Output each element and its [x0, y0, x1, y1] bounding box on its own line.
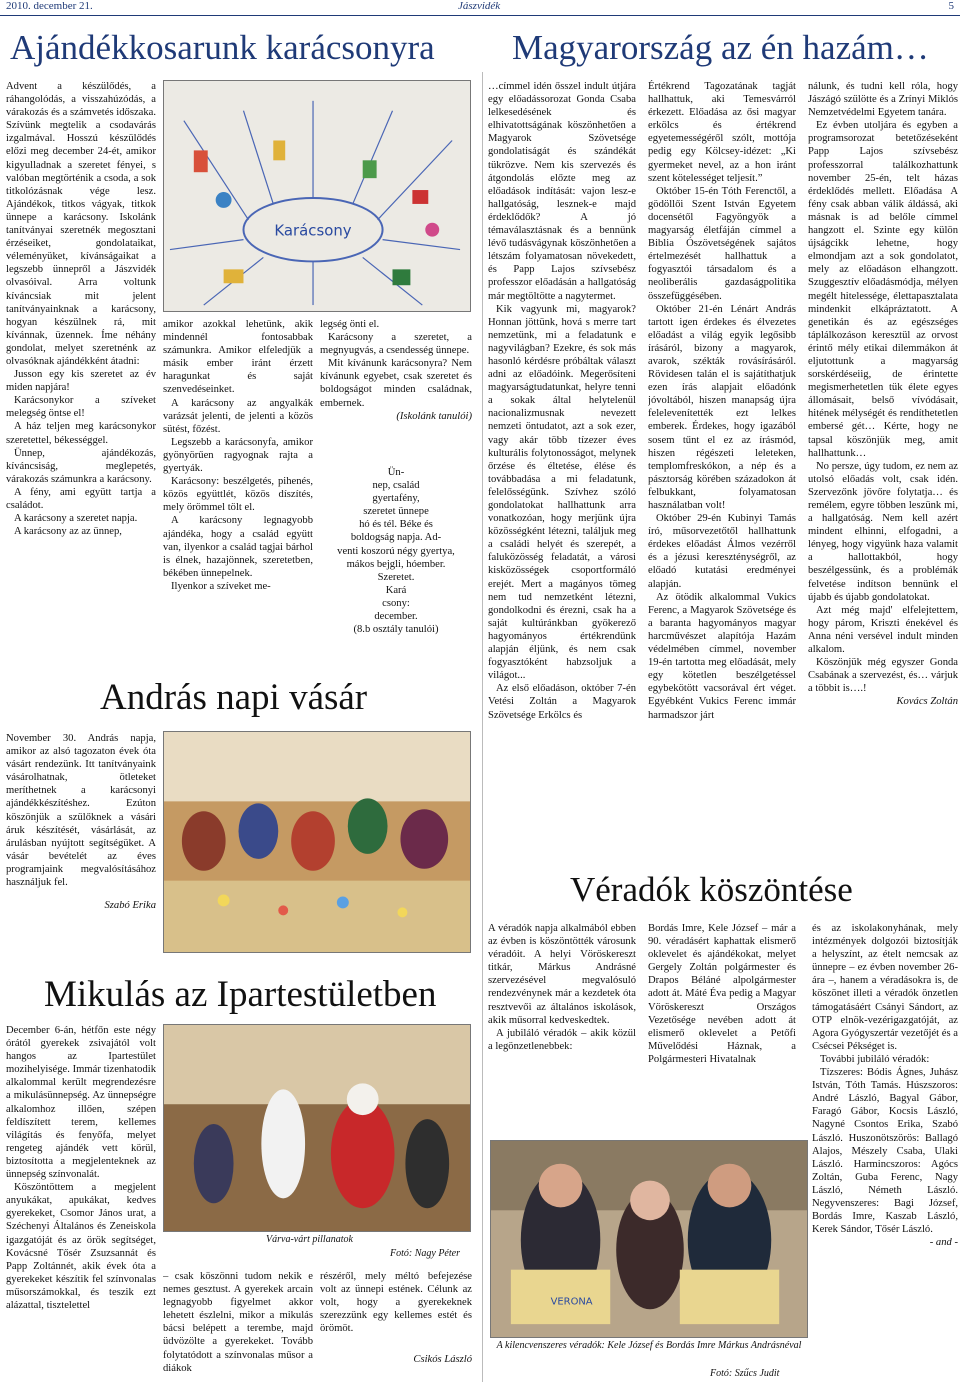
paragraph: – csak köszönni tudom nekik e nemes gesztust. A gyerekek arcain legnagyobb figyelmet akkor lehetett észlelni, mikor a mikulás bácsi belépett a terembe, majd üdvözölte a gyerekeket. Tovább folytatódott a színvonalas műsor a diákok [163, 1271, 313, 1374]
poem-line: nep, család [372, 480, 420, 492]
paragraph: Ünnep, ajándékozás, kíváncsiság, meglepetés, várakozás számunkra a karácsony. [6, 447, 156, 485]
paragraph: A karácsony legnagyobb ajándéka, hogy a család együtt van, ilyenkor a család tagjai bárhol is élnek, hazajönnek, szeretetben, békében ünnepelnek. [163, 515, 313, 579]
paragraph: A karácsony az az ünnep, [14, 526, 122, 538]
paragraph: December 6-án, hétfőn este négy órától gyerekek zsivajától volt hangos az Ipartestület mozihelyisége. Immár tizenhatodik alkalommal került megrendezésre a mikulásünnepség. Az ünnepségre alkalomhoz illően, szépen feldíszített terem, kellemes világítás és fenyőfa, melyet rengeteg ajándék vett körül, biztosította a megjelenteknek az ünnepség színvonalát. [6, 1025, 156, 1181]
byline: Csikós László [413, 1354, 472, 1366]
photo-karacsony-drawing [163, 80, 471, 312]
box-label-verona: VERONA [550, 1296, 593, 1308]
caption-foto-nagy-peter: Fotó: Nagy Péter [390, 1248, 460, 1259]
paragraph: nálunk, és tudni kell róla, hogy Jászágó szülötte és a Zrínyi Miklós Nemzetvédelmi Egyetem tanára. [808, 81, 958, 119]
poem-line: Kará [385, 584, 407, 596]
paragraph: A karácsony a szeretet napja. [14, 513, 138, 525]
article-andras [6, 732, 156, 957]
paragraph: Azt még majd' elfelejtettem, hogy párom, Kriszti énekével és Anna néni versével indult minden alkalom. [808, 604, 958, 656]
paragraph: Kik vagyunk mi, magyarok? Honnan jöttünk, hová s merre tart nemzetünk, mi a feladatunk e nagyvilágban? Ezekre, és sok más hasonló kérdésre próbáltak választ adni az előadóink. Megerősíteni magyarságtudatunkat, helyre tenni a sokak által helytelenül nacionalizmusnak nevezett nemzeti öntudatot, azt a sok ezer, vagy akár több tízezer éves kulturális folytonosságot, melynek őrzése és éltetése, élése és továbbadása a mi feladatunk, felelősségünk. Szívhez szóló gondolatokat hallhattunk arra vonatkozóan, hogy merjünk újra közösségként létezni, találjuk meg a családi helyét és szerepét, a faluközösség feladatát, a városi kisközösségek csoportformáló erejét. Mert a magányos tömeg nem tud nemzetként létezni, gondolkodni és érezni, csak ha a saját kultúránkban gyökerező hagyományos értékrendünk alapján éljünk, és nem csak fogyasztóként habzsoljuk a világot... [488, 303, 636, 682]
paragraph: amikor azokkal lehetünk, akik mindennél fontosabbak számunkra. Amikor elfeledjük a másik ember iránt érzett haragunkat és saját szenvedéseinket. [163, 319, 313, 396]
headline-andras-napi-vasar: András napi vásár [100, 677, 368, 718]
paragraph: A ház teljen meg karácsonykor szeretettel, békességgel. [6, 421, 156, 446]
poem-line: (8.b osztály tanulói) [353, 624, 439, 636]
paragraph: No persze, úgy tudom, ez nem az utolsó előadás volt, csak idén. Szervezőnk jövőre folytatja… és remélem, egyre többen leszünk mi, a hallgatóság. Nem kell azért mindent elhinni, elfogadni, a lényeg, hogy vigyünk haza valamit a hallottakból, hogy beszélgessünk, és a problémák felvetése indítson bennünk el újabb és újabb gondolatokat. [808, 460, 958, 603]
paragraph: Mit kívánunk karácsonyra? Nem kívánunk egyebet, csak szeretet és boldogságot minden családnak, embernek. [320, 358, 472, 409]
article-mikulas-col1 [6, 1024, 156, 1386]
poem-line: december. [374, 611, 418, 623]
paragraph: Bordás Imre, Kele József – már a 90. véradásért kaphattak elismerő oklevelet és ajándékokat, melyet Gergely Zoltán polgármester és Drapos Béláné alpolgármester adott át. Máté Éva pedig a Magyar Vöröskereszt Országos Vezetősége nevében adott át elismerő oklevelet a Petőfi Művelődési Háznak, a Polgármesteri Hivatalnak [648, 923, 796, 1065]
paragraph: Az első előadáson, október 7-én Vetési Zoltán a Magyarok Szövetsége Erkölcs és [488, 683, 636, 721]
paragraph: Október 15-én Tóth Ferenctől, a gödöllői Szent István Egyetem docensétől Fagyöngyök a magyarság életfáján címmel a Biblia Ószövetségének sajátos értelmezését hallhattuk a fogyasztói társadalom és a neoliberális gazdaságpolitika összefüggésében. [648, 185, 796, 302]
paragraph: A véradók napja alkalmából ebben az évben is köszöntötték városunk véradóit. A helyi Vöröskereszt titkár, Márkus Andrásné szervezésével megvalósuló rendezvénynek már a kezdetek óta resztvevői az általános iskolások, akik műsorral kedveskedtek. [488, 923, 636, 1026]
caption-varva-vart: Várva-várt pillanatok [266, 1234, 353, 1245]
paragraph: Október 21-én Lénárt András tartott igen érdekes és élvezetes előadást a világ egyik legősibb írásáról, bizony a magyarok, avarok, székták rovásírásáról. Rövidesen talán el is sajátíthatjuk ezen írás alapjait előadónk jóvoltából, hiszen manapság újra felelevenítették ezt lelkes emberek. Érdekes, hogy igazából sosem tűnt el ez az írásmód, hiszen régészeti leleteken, templomfreskókon, a nép és a pásztorság körében századokon át felbukkant, folyamatosan használatban volt! [648, 303, 796, 511]
paragraph: A jubiláló véradók – akik közül a legönzetlenebbek: [488, 1027, 636, 1052]
headline-veradok: Véradók köszöntése [570, 870, 853, 909]
article-ajandek-col3 [320, 318, 472, 458]
paragraph: Legszebb a karácsonyfa, amikor gyönyörűen ragyognak rajta a gyertyák. [163, 436, 313, 475]
paragraph: További jubiláló véradók: [820, 1053, 930, 1065]
paragraph: Ez évben utoljára és egyben a programsorozat betetőzéseként Papp Lajos szívsebész professzorral találkozhattunk november 25-én, telt házas érdeklődés mellett. Előadása A fény csak abban válik áldássá, aki másnak is ad belőle címmel hangzott el. Szinte egy külön újságcikk lehetne, hogy elmondjam azt a sok gondolatot, mely az előadáson elhangzott. Szuggesztív előadásmódja, mélyen megélt hitelessége, élettapasztalata mindenkit elkápráztatott. A genetikán és az egészséges táplálkozáson keresztül az orvost érintő mély etikai dilemmákon át eljutottunk a magyarság sorskérdéseiig, de érintette megismerhetetlen tük élete egyes állomásait, belső vívódásait, hitének mélységét és rendíthetetlen embersé gét… Kérte, hogy ne tapsal köszönjük meg, amit hallhattunk… [808, 120, 958, 459]
header-date: 2010. december 21. [6, 0, 93, 12]
article-veradok-col1 [488, 922, 636, 1132]
poem-line: gyertafény, [372, 493, 420, 505]
paragraph: és az iskolakonyhának, mely intézmények dolgozói biztosítják a helyszínt, az ételt nemcsak az ünnepre – ez évben november 26-ára –, hanem a véradásokra is, de köszönet illeti a véradók önzetlen támogatásáért Csányi Sándort, az OTP elnök-vezérigazgatóját, az Agora Gyógyszertár vezetőjét és a Csécsei Pékséget is. [812, 923, 958, 1052]
header-page-number: 5 [948, 0, 954, 12]
paragraph: Köszönjük még egyszer Gonda Csabának a szervezést, és… várjuk a többit is….! [808, 657, 958, 695]
article-ajandek-col2 [163, 318, 313, 663]
paragraph: Karácsony: beszélgetés, pihenés, közös együttlét, közös díszítés, mely örömmel tölt el. [163, 476, 313, 514]
paragraph: Karácsonykor a szíveket melegség öntse el! [6, 395, 156, 420]
paragraph: részéről, mely méltó befejezése volt az ünnepi estének. Célunk az volt, hogy a gyerekeknek szerezzünk egy kellemes estét és örömöt. [320, 1271, 472, 1335]
header-rule [0, 15, 960, 16]
paragraph: …címmel idén ősszel indult útjára egy előadássorozat Gonda Csaba lelkesedésének és elhivatottságának köszönhetően a Magyarok Szövetsége gondolatiságát és szándékát tükrözve. Nem kis szervezés és átgondolás előzte meg az előadások indítását: vajon lesz-e hallgatóság, lesznek-e majd érdeklődők? A jó témaválasztásnak és a bennünk lévő tudásvágynak köszönhetően a létszám folyamatosan növekedett, és Papp Lajos szívsebész professzor előadásán a hallgatóság már megtöltötte a nagytermet. [488, 81, 636, 302]
paragraph: Köszöntöttem a megjelent anyukákat, apukákat, kedves gyerekeket, Csomor János urat, a Széchenyi Általános és Zeneiskola igazgatóját és az örök segítséget, Kovácsné Tősér Zsuzsannát és Papp Zoltánnét, akik évek óta a gyerekeket készítik fel színvonalas műsorszámokkal, és teszik ezt alázattal, tisztelettel [6, 1182, 156, 1311]
drawing-center-word: Karácsony [274, 221, 352, 240]
article-veradok-col3 [812, 922, 958, 1384]
poem-triangle [320, 466, 472, 666]
byline: - and - [929, 1237, 958, 1249]
poem-line: boldogság napja. Ad- [350, 532, 442, 544]
caption-kilencvenszeres: A kilencvenszeres véradók: Kele József és Bordás Imre Márkus Andrásnéval [496, 1340, 802, 1351]
byline: (Iskolánk tanulói) [396, 410, 472, 422]
article-magyarorszag-col2 [648, 80, 796, 850]
article-mikulas-col3 [320, 1270, 472, 1386]
poem-line: hó és tél. Béke és [359, 519, 433, 531]
paragraph: Ilyenkor a szíveket me- [171, 580, 271, 592]
poem-line: venti koszorú négy gyertya, [337, 545, 455, 557]
poem-line: mákos bejgli, hóember. [346, 558, 446, 570]
article-magyarorszag-col3 [808, 80, 958, 855]
paragraph: legség önti el. [320, 319, 380, 330]
poem-line: Ün- [387, 467, 405, 478]
header-paper-name: Jászvidék [458, 0, 501, 12]
paragraph: Október 29-én Kubinyi Tamás író, műsorvezetőtől hallhattunk érdekes előadást Álmos vezérről és a jézusi kereszténységről, az előadó kutatási eredményei alapján. [648, 513, 796, 590]
paragraph: Jusson egy kis szeretet az év miden napjára! [6, 369, 156, 394]
headline-magyarorszag: Magyarország az én hazám… [512, 28, 929, 67]
paragraph: Karácsony a szeretet, a megnyugvás, a csendesség ünnepe. [320, 332, 472, 357]
byline: Szabó Erika [104, 900, 156, 912]
paragraph: Az ötödik alkalommal Vukics Ferenc, a Magyarok Szövetsége és a baranta hagyományos magyar harcművészet alapítója Hazám védelmében címmel, november 19-én tartotta meg előadását, mely egy kötetlen beszélgetéssel egybekötött vacsorával ért véget. Egyébként Vukics Ferenc immár harmadszor járt [648, 591, 796, 721]
poem-line: szeretet ünnepe [363, 506, 429, 518]
photo-veradok [490, 1140, 808, 1338]
poem-line: csony: [382, 597, 410, 609]
paragraph: Tízszeres: Bódis Ágnes, Juhász István, Tóth Tamás. Húszszoros: André László, Bagyal Gábor, Faragó Gábor, Kocsis László, Nagyné Csontos Erika, Szabó László. Huszonötszörös: Ballagó Alajos, Mészely Csaba, Ulaki László. Harmincszoros: Agócs Zoltán, Guba Ferenc, Nagy László, Németh László. Negyvenszeres: Bagi József, Bordás Imre, Kaszab László, Kerek Sándor, Tősér László. [812, 1067, 958, 1236]
article-ajandek-col1 [6, 80, 156, 665]
article-mikulas-col2 [163, 1270, 313, 1386]
poem-line: Szeretet. [377, 571, 415, 583]
headline-ajandekkosar: Ajándékkosarunk karácsonyra [10, 28, 435, 67]
headline-mikulas: Mikulás az Ipartestületben [44, 974, 437, 1015]
photo-mikulas [163, 1024, 471, 1232]
article-veradok-col2 [648, 922, 796, 1132]
photo-andras-vasar [163, 731, 471, 953]
column-divider [482, 72, 483, 1382]
byline: Kovács Zoltán [896, 696, 958, 708]
paragraph: November 30. András napja, amikor az alsó tagozaton évek óta vásárt rendezünk. Itt tanítványaink vásárolhatnak, ötleteket meríthetnek a karácsonyi ajándékkészítéshez. Ezúton köszönjük a szülőknek a vásári áruk készítését, vásárlását, az árulásban nyújtott segítségüket. A vásár bevételét az éves programjaink megvalósításához használjuk fel. [6, 733, 156, 889]
paragraph: A fény, ami együtt tartja a családot. [6, 486, 156, 511]
article-magyarorszag-col1 [488, 80, 636, 850]
paragraph: A karácsony az angyalkák varázsát jelenti, de jelenti a közös sütést, főzést. [163, 397, 313, 435]
paragraph: Advent a készülődés, a ráhangolódás, a visszahúzódás, a várakozás és a számvetés időszaka. Szívünk megtelik a csodavárás izgalmával. Hosszú készülődés előzi meg december 24-ét, amikor kigyulladnak a szeretet fényei, s valóban megtörténik a csoda, a sok titkolózásnak vége lesz. Ajándékok, titkos vágyak, titkok ünnepe a karácsony. Iskolánk tanítványai szeretnék megosztani érzéseiket, gondolataikat, véleményüket, kívánságaikat a legszebb ünnepről a Jászvidék olvasóival. Arra voltunk kíváncsiak mit jelent tanítványainknak a karácsony, hogyan készülnek rá, mit kívánnak, üzennek. Íme néhány gondolat, melyet szeretnénk az olvasóknak ajándékként átadni: [6, 81, 156, 367]
caption-foto-szucs-judit: Fotó: Szűcs Judit [710, 1368, 780, 1379]
paragraph: Értékrend Tagozatának tagját hallhattuk, aki Temesvárról érkezett. Előadása az ősi magyar erkölcs és értékrend egyetemességéről szólt, mottója pedig egy Kölcsey-idézet: „Ki gyermeket nevel, az a hon iránt szent kötelességet teljesít.” [648, 81, 796, 184]
